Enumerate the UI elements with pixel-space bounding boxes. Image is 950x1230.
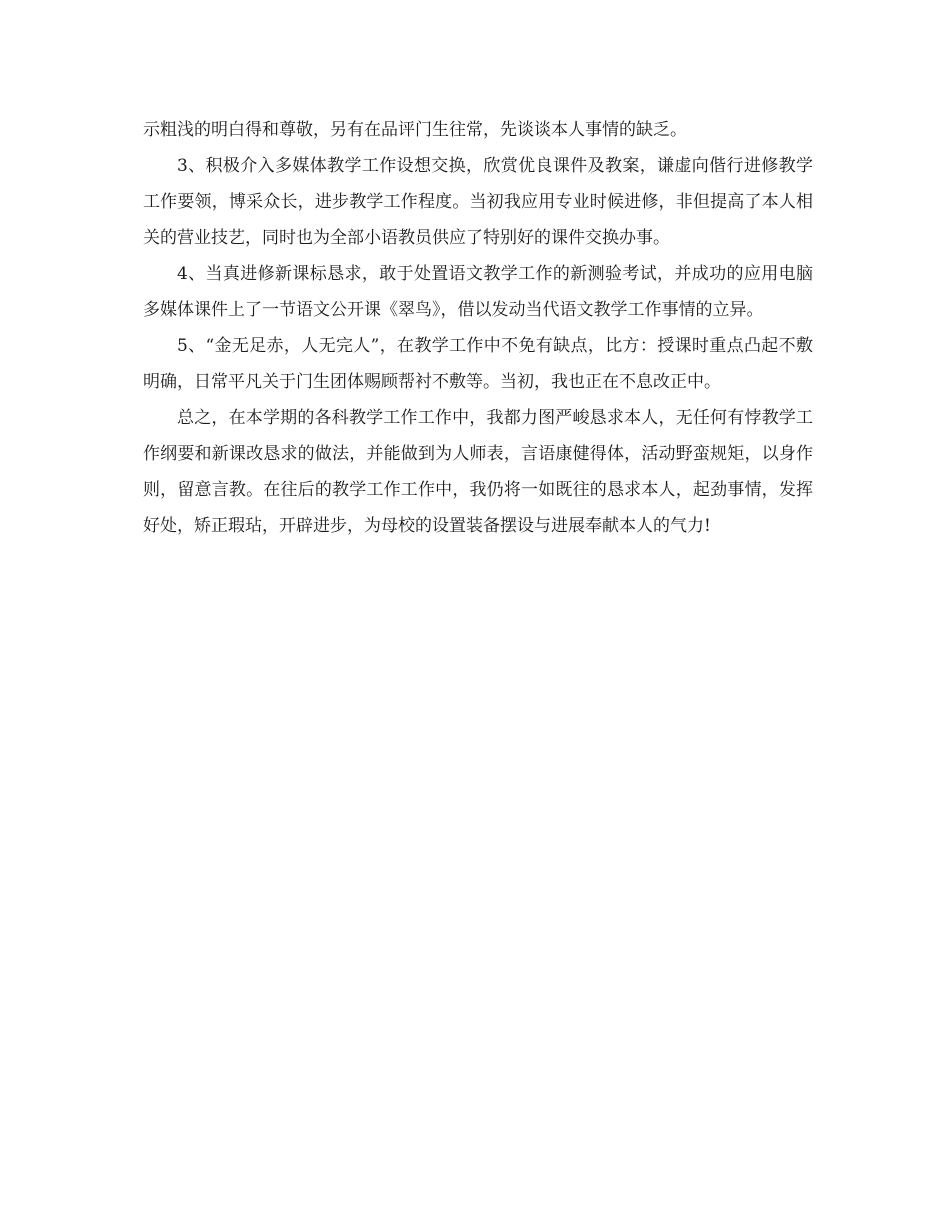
paragraph-summary: 总之，在本学期的各科教学工作工作中，我都力图严峻恳求本人，无任何有悖教学工作纲要和新课改恳求的做法，并能做到为人师表，言语康健得体，活动野蛮规矩，以身作则，留意言教。在往后的教学工作工作中，我仍将一如既往的恳求本人，起劲事情，发挥好处，矫正瑕玷，开辟进步，为母校的设置装备摆设与进展奉献本人的气力!: [143, 408, 813, 536]
document-body: [143, 112, 813, 544]
paragraph-continuation: 示粗浅的明白得和尊敬，另有在品评门生往常，先谈谈本人事情的缺乏。: [143, 120, 687, 140]
paragraph-item-5: 5、“金无足赤，人无完人”，在教学工作中不免有缺点，比方：授课时重点凸起不敷明确，日常平凡关于门生团体赐顾帮衬不敷等。当初，我也正在不息改正中。: [143, 336, 813, 392]
paragraph-item-4: 4、当真进修新课标恳求，敢于处置语文教学工作的新测验考试，并成功的应用电脑多媒体课件上了一节语文公开课《翠鸟》，借以发动当代语文教学工作事情的立异。: [143, 264, 813, 320]
paragraph-item-3: 3、积极介入多媒体教学工作设想交换，欣赏优良课件及教案，谦虚向偕行进修教学工作要领，博采众长，进步教学工作程度。当初我应用专业时候进修，非但提高了本人相关的营业技艺，同时也为全部小语教员供应了特别好的课件交换办事。: [143, 156, 813, 248]
